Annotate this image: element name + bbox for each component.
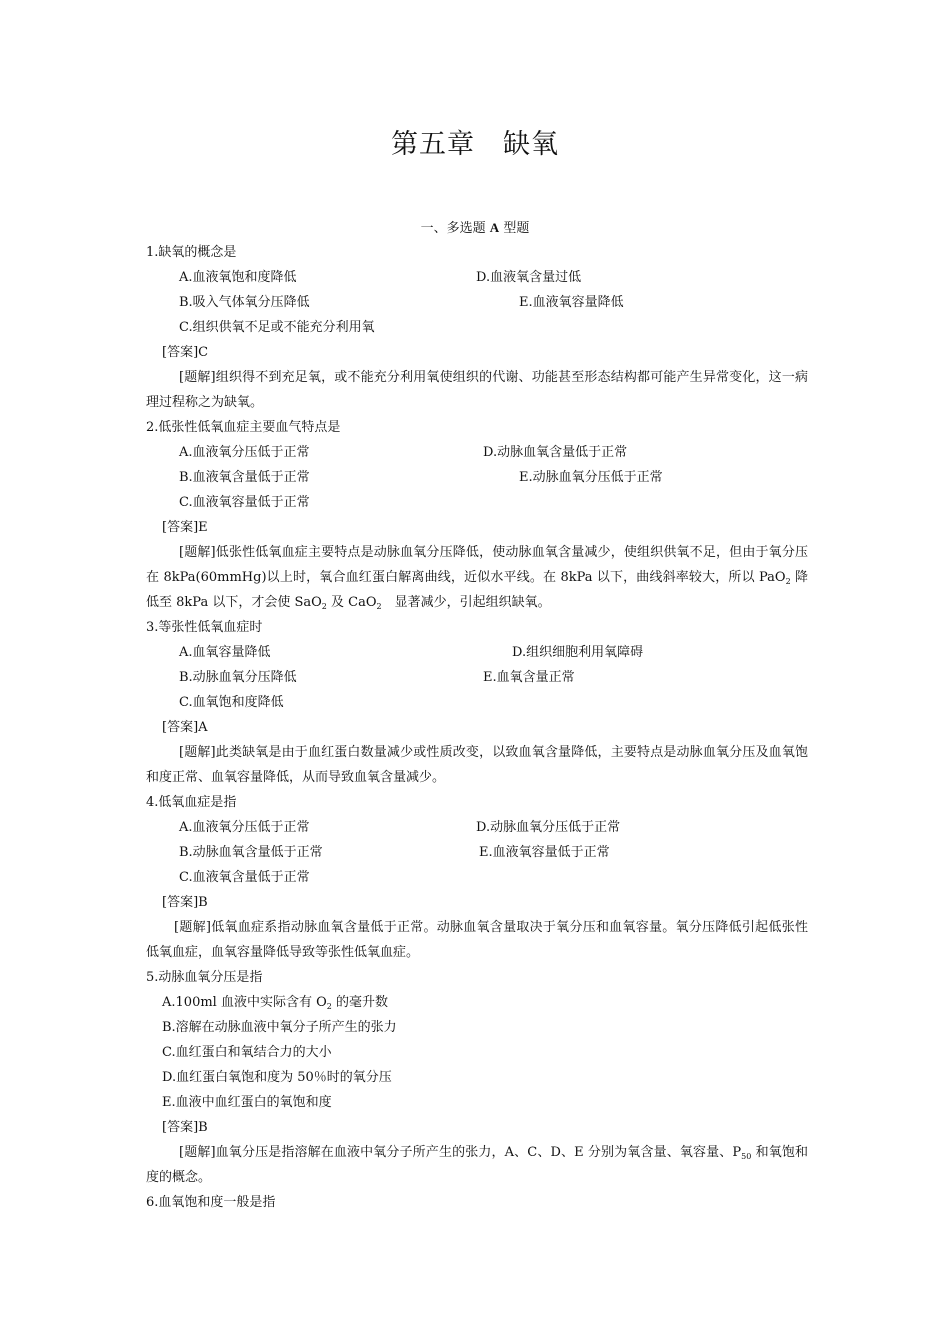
option-e: E.血液氧容量低于正常	[479, 845, 610, 860]
question-stem: 3.等张性低氧血症时	[146, 620, 263, 635]
option-text: A.100ml 血液中实际含有 O	[162, 995, 327, 1010]
option-e: E.血氧含量正常	[483, 670, 575, 685]
option-c: C.血氧饱和度降低	[179, 695, 284, 710]
option-a: A.血液氧饱和度降低	[179, 270, 297, 285]
explanation-text: [题解]血氧分压是指溶解在血液中氧分子所产生的张力，A、C、D、E 分别为氧含量、氧容量、P	[179, 1145, 742, 1160]
option-e: E.动脉血氧分压低于正常	[519, 470, 663, 485]
section-heading-prefix: 一、多选题	[420, 221, 490, 236]
option-row	[146, 465, 808, 490]
option-row	[146, 490, 808, 515]
option-b: B.血液氧含量低于正常	[179, 470, 310, 485]
option-e: E.血液中血红蛋白的氧饱和度	[162, 1095, 332, 1110]
option-a: A.血液氧分压低于正常	[179, 445, 310, 460]
section-heading-bold: A	[489, 220, 500, 235]
question-stem: 4.低氧血症是指	[146, 795, 237, 810]
option-d: D.血红蛋白氧饱和度为 50％时的氧分压	[162, 1070, 392, 1085]
option-d: D.组织细胞利用氧障碍	[512, 645, 644, 660]
question-list	[146, 240, 808, 1215]
option-row	[146, 840, 808, 865]
option-row	[146, 690, 808, 715]
question-stem: 2.低张性低氧血症主要血气特点是	[146, 420, 341, 435]
explanation	[146, 540, 808, 615]
explanation: [题解]此类缺氧是由于血红蛋白数量减少或性质改变，以致血氧含量降低，主要特点是动脉血氧分压及血氧饱和度正常、血氧容量降低，从而导致血氧含量减少。	[146, 745, 808, 785]
option-row	[146, 440, 808, 465]
option-text: 的毫升数	[331, 995, 388, 1010]
explanation-text: 和氧饱和度的概念。	[146, 1145, 808, 1185]
option-row	[146, 640, 808, 665]
option-b: B.动脉血氧分压降低	[179, 670, 297, 685]
subscript: 2	[376, 602, 382, 611]
answer: [答案]B	[162, 895, 208, 910]
subscript: 50	[741, 1152, 752, 1161]
explanation	[146, 1140, 808, 1190]
option-b: B.吸入气体氧分压降低	[179, 295, 310, 310]
option-row	[146, 815, 808, 840]
answer: [答案]B	[162, 1120, 208, 1135]
question-stem: 1.缺氧的概念是	[146, 245, 237, 260]
section-heading-suffix: 型题	[499, 221, 530, 236]
option-row	[146, 265, 808, 290]
subscript: 2	[321, 602, 327, 611]
option-b: B.动脉血氧含量低于正常	[179, 845, 323, 860]
option-row	[146, 665, 808, 690]
subscript: 2	[326, 1002, 332, 1011]
option-a: A.血液氧分压低于正常	[179, 820, 310, 835]
explanation-text: 降低至 8kPa 以下，才会使 SaO	[146, 570, 808, 610]
explanation-text: 显著减少，引起组织缺氧。	[381, 595, 551, 610]
question-stem: 6.血氧饱和度一般是指	[146, 1195, 276, 1210]
option-e: E.血液氧容量降低	[519, 295, 624, 310]
explanation-text: [题解]低张性低氧血症主要特点是动脉血氧分压降低，使动脉血氧含量减少，使组织供氧不足，但由于氧分压在 8kPa(60mmHg)以上时，氧合血红蛋白解离曲线，近似水平线。在 8kPa 以下，曲线斜率较大，所以 PaO	[146, 545, 808, 585]
explanation: [题解]低氧血症系指动脉血氧含量低于正常。动脉血氧含量取决于氧分压和血氧容量。氧分压降低引起低张性低氧血症，血氧容量降低导致等张性低氧血症。	[146, 920, 808, 960]
subscript: 2	[785, 577, 791, 586]
option-c: C.血液氧容量低于正常	[179, 495, 310, 510]
answer: [答案]A	[162, 720, 208, 735]
option-d: D.血液氧含量过低	[476, 270, 582, 285]
option-a: A.血氧容量降低	[179, 645, 271, 660]
option-c: C.组织供氧不足或不能充分利用氧	[179, 320, 375, 335]
option-row	[146, 315, 808, 340]
option-row	[146, 865, 808, 890]
answer: [答案]E	[162, 520, 208, 535]
option-b: B.溶解在动脉血液中氧分子所产生的张力	[162, 1020, 397, 1035]
explanation-text: 及 CaO	[326, 595, 377, 610]
option-row	[146, 290, 808, 315]
option-d: D.动脉血氧分压低于正常	[476, 820, 621, 835]
chapter-title: 第五章 缺氧	[391, 129, 559, 160]
section-heading	[0, 215, 950, 241]
answer: [答案]C	[162, 345, 209, 360]
option-d: D.动脉血氧含量低于正常	[483, 445, 628, 460]
question-stem: 5.动脉血氧分压是指	[146, 970, 263, 985]
option-c: C.血液氧含量低于正常	[179, 870, 310, 885]
option-a	[146, 990, 808, 1015]
option-c: C.血红蛋白和氧结合力的大小	[162, 1045, 332, 1060]
explanation: [题解]组织得不到充足氧，或不能充分利用氧使组织的代谢、功能甚至形态结构都可能产生异常变化，这一病理过程称之为缺氧。	[146, 370, 808, 410]
